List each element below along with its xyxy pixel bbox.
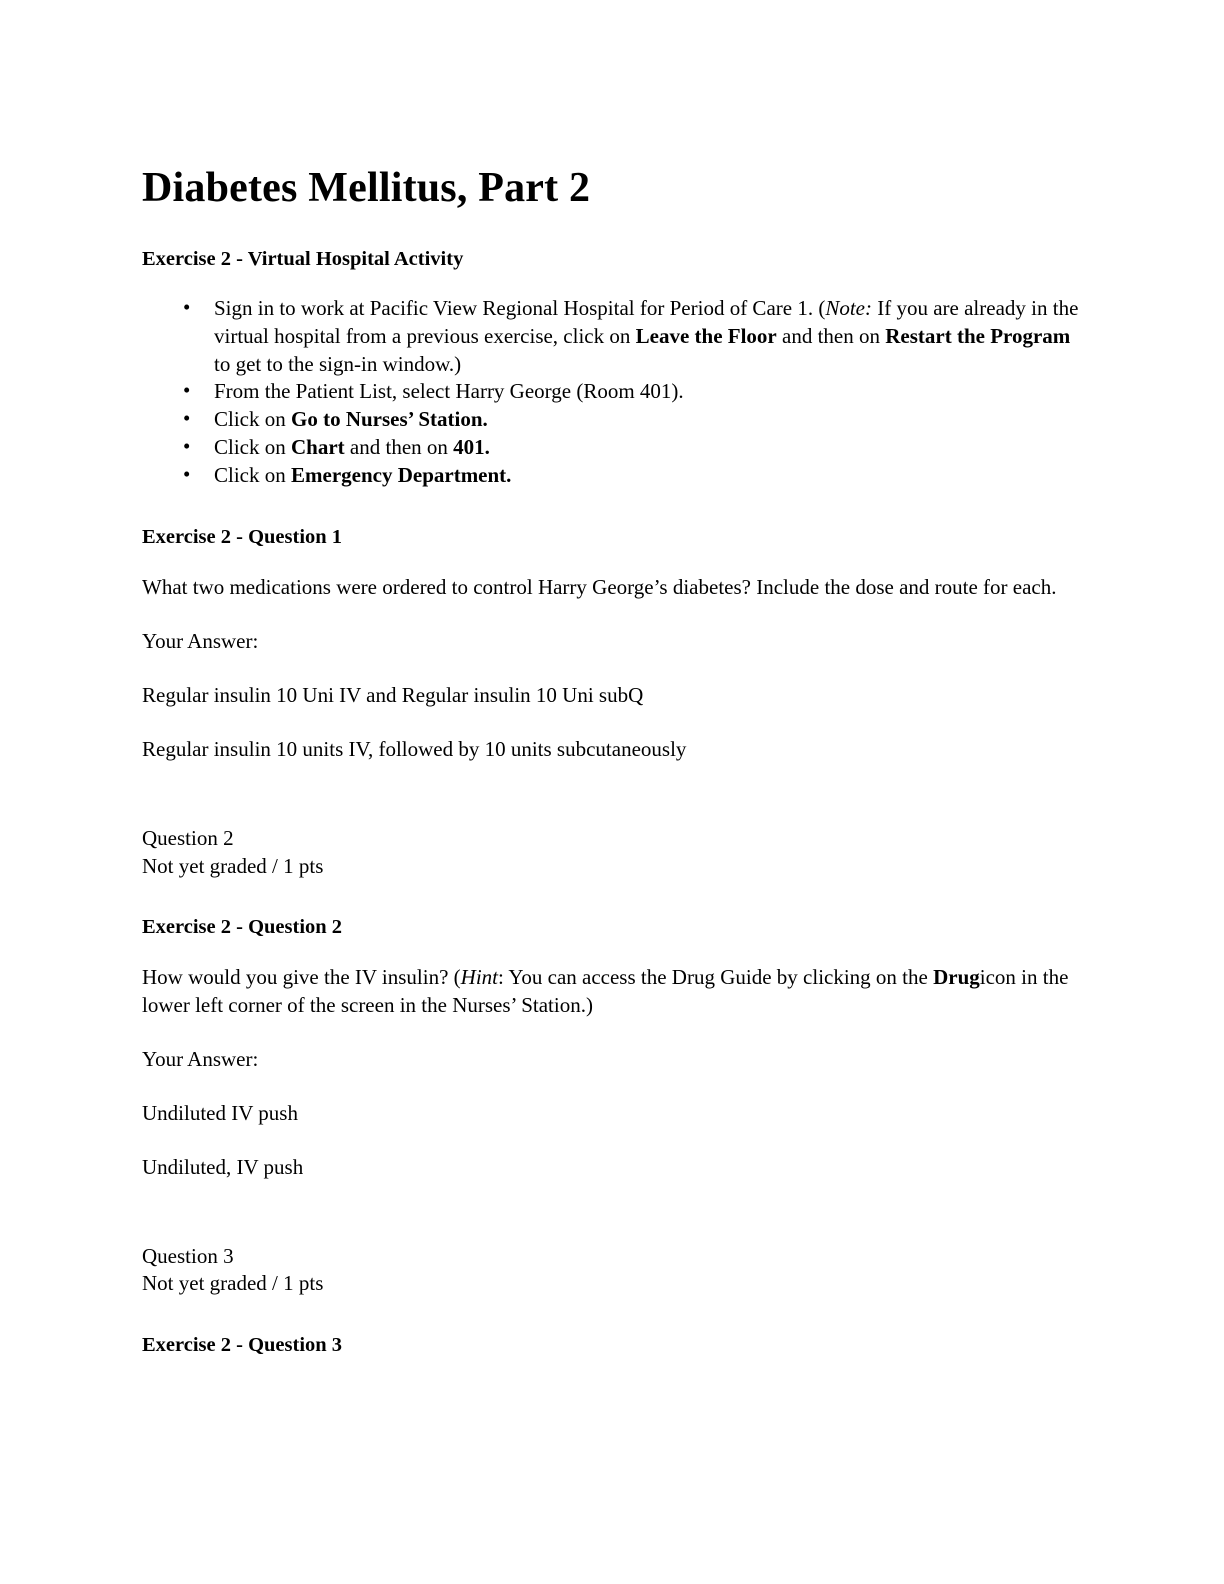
question-2-heading: Exercise 2 - Question 2 — [142, 915, 343, 938]
text-run: 401. — [453, 435, 490, 460]
activity-step — [214, 406, 1084, 434]
question-3-status: Not yet graded / 1 pts — [142, 1271, 324, 1296]
text-run: Note: — [825, 295, 872, 320]
text-run: How would you give the IV insulin? ( — [142, 964, 461, 989]
text-run: Go to Nurses’ Station. — [291, 407, 488, 432]
question-2-answer-line-2: Undiluted, IV push — [142, 1155, 304, 1179]
question-2-answer-label: Your Answer: — [142, 1046, 259, 1071]
activity-step — [214, 434, 1084, 462]
text-run: to get to the sign-in window.) — [214, 351, 462, 376]
question-2-prompt — [142, 963, 1084, 1019]
text-run: If you are already in the virtual hospital from a previous exercise, click on — [214, 295, 1079, 348]
question-3-number: Question 3 — [142, 1244, 234, 1269]
text-run: Chart — [291, 435, 345, 460]
page-title: Diabetes Mellitus, Part 2 — [142, 165, 591, 211]
text-run: Restart the Program — [885, 323, 1071, 348]
text-run: and then on — [344, 435, 454, 460]
activity-step — [214, 378, 1084, 406]
text-run: Sign in to work at Pacific View Regional Hospital for Period of Care 1. ( — [214, 295, 826, 320]
text-run: Emergency Department. — [291, 463, 512, 488]
question-2-answer-line-1: Undiluted IV push — [142, 1100, 298, 1125]
text-run: icon in the lower left corner of the screen in the Nurses’ Station.) — [142, 964, 1069, 1017]
text-run: Click on — [214, 407, 291, 432]
text-run: : You can access the Drug Guide by clicking on the — [498, 964, 934, 989]
text-run: Drug — [933, 964, 980, 989]
question-1-answer-line-1: Regular insulin 10 Uni IV and Regular insulin 10 Uni subQ — [142, 683, 644, 708]
text-run: Leave the Floor — [635, 323, 777, 348]
activity-step — [214, 295, 1084, 379]
question-1-answer-label: Your Answer: — [142, 628, 259, 653]
text-run: and then on — [776, 323, 886, 348]
text-run: Click on — [214, 463, 291, 488]
text-run: Hint — [460, 964, 499, 989]
question-2-number: Question 2 — [142, 826, 234, 851]
question-1-heading: Exercise 2 - Question 1 — [142, 526, 343, 549]
text-run: Click on — [214, 435, 291, 460]
question-3-heading: Exercise 2 - Question 3 — [142, 1333, 343, 1356]
question-1-prompt: What two medications were ordered to control Harry George’s diabetes? Include the dose and route for each. — [142, 574, 1057, 599]
activity-steps-list — [142, 295, 1084, 490]
text-run: From the Patient List, select Harry George (Room 401). — [214, 379, 684, 404]
question-1-answer-line-2: Regular insulin 10 units IV, followed by 10 units subcutaneously — [142, 737, 687, 762]
activity-step — [214, 462, 1084, 490]
activity-heading: Exercise 2 - Virtual Hospital Activity — [142, 248, 464, 271]
question-2-status: Not yet graded / 1 pts — [142, 853, 324, 878]
